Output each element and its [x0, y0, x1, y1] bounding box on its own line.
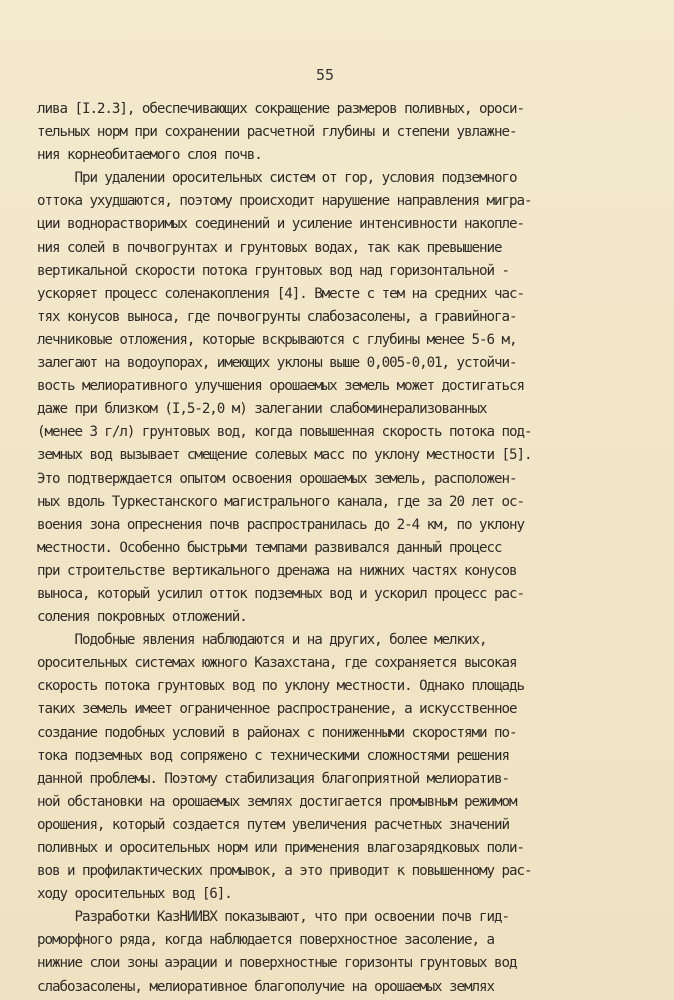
- text-line: земных вод вызывает смещение солевых масс по уклону местности [5].: [37, 447, 532, 464]
- text-line: таких земель имеет ограниченное распространение, а искусственное: [37, 701, 517, 718]
- text-line: оросительных системах южного Казахстана, где сохраняется высокая: [37, 655, 517, 672]
- text-line: ной обстановки на орошаемых землях достигается промывным режимом: [37, 793, 517, 810]
- text-line: слабозасолены, мелиоративное благополучие на орошаемых землях: [37, 978, 494, 995]
- text-line: Разработки КазНИИВХ показывают, что при освоении почв гид-: [37, 909, 509, 926]
- text-line: тока подземных вод сопряжено с техническими сложностями решения: [37, 747, 509, 764]
- text-line: тельных норм при сохранении расчетной глубины и степени увлажне-: [37, 124, 517, 141]
- text-line: поливных и оросительных норм или применения влагозарядковых поли-: [37, 840, 524, 856]
- text-line: Это подтверждается опытом освоения орошаемых земель, расположен-: [37, 470, 517, 487]
- text-line: вов и профилактических промывок, а это приводит к повышенному рас-: [37, 863, 532, 880]
- text-line: выноса, который усилил отток подземных вод и ускорил процесс рас-: [37, 585, 524, 602]
- text-line: лечниковые отложения, которые вскрываются с глубины менее 5-6 м,: [37, 331, 517, 348]
- text-line: даже при близком (I,5-2,0 м) залегании слабоминерализованных: [37, 401, 487, 418]
- text-line: (менее 3 г/л) грунтовых вод, когда повышенная скорость потока под-: [37, 424, 532, 441]
- text-line: оттока ухудшаются, поэтому происходит нарушение направления мигра-: [37, 193, 532, 210]
- text-line: нижние слои зоны аэрации и поверхностные горизонты грунтовых вод: [37, 955, 517, 972]
- text-line: Подобные явления наблюдаются и на других, более мелких,: [37, 632, 487, 649]
- text-line: скорость потока грунтовых вод по уклону местности. Однако площадь: [37, 678, 524, 695]
- text-line: данной проблемы. Поэтому стабилизация благоприятной мелиоратив-: [37, 770, 509, 787]
- text-line: ния солей в почвогрунтах и грунтовых водах, так как превышение: [37, 239, 502, 256]
- text-line: ния корнеобитаемого слоя почв.: [37, 147, 262, 164]
- body-text: [37, 98, 617, 999]
- text-line: при строительстве вертикального дренажа на нижних частях конусов: [37, 562, 517, 579]
- text-line: При удалении оросительных систем от гор, условия подземного: [37, 170, 517, 187]
- page-number: 55: [315, 66, 335, 84]
- text-line: орошения, который создается путем увеличения расчетных значений: [37, 816, 509, 833]
- text-line: воения зона опреснения почв распространилась до 2-4 км, по уклону: [37, 516, 524, 533]
- text-line: залегают на водоупорах, имеющих уклоны выше 0,005-0,01, устойчи-: [37, 355, 517, 372]
- text-line: тях конусов выноса, где почвогрунты слабозасолены, а гравийнога-: [37, 308, 517, 325]
- text-line: роморфного ряда, когда наблюдается поверхностное засоление, а: [37, 932, 494, 949]
- text-line: ции воднорастворимых соединений и усиление интенсивности накопле-: [37, 216, 524, 233]
- text-line: создание подобных условий в районах с пониженными скоростями по-: [37, 724, 517, 741]
- text-line: лива [I.2.3], обеспечивающих сокращение размеров поливных, ороси-: [37, 101, 524, 117]
- text-line: ных вдоль Туркестанского магистрального канала, где за 20 лет ос-: [37, 493, 524, 510]
- text-line: соления покровных отложений.: [37, 609, 247, 626]
- text-line: местности. Особенно быстрыми темпами развивался данный процесс: [37, 539, 502, 556]
- text-line: вертикальной скорости потока грунтовых вод над горизонтальной -: [37, 262, 509, 279]
- text-line: вость мелиоративного улучшения орошаемых земель может достигаться: [37, 378, 524, 395]
- text-line: ускоряет процесс соленакопления [4]. Вместе с тем на средних час-: [37, 285, 524, 302]
- text-line: ходу оросительных вод [6].: [37, 886, 232, 903]
